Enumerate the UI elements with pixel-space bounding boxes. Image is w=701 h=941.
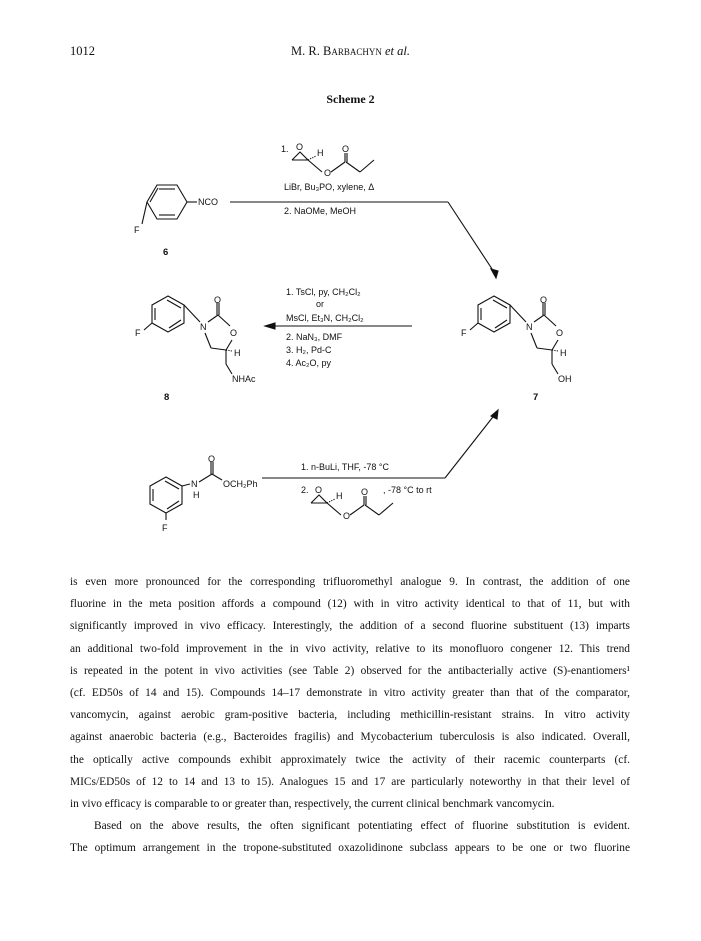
- svg-text:2. NaN₃, DMF: 2. NaN₃, DMF: [286, 332, 343, 342]
- svg-text:O: O: [296, 142, 304, 152]
- svg-text:H: H: [336, 491, 343, 501]
- svg-text:H: H: [560, 348, 567, 358]
- svg-text:4. Ac₂O, py: 4. Ac₂O, py: [286, 358, 332, 368]
- svg-text:, -78 °C to rt: , -78 °C to rt: [383, 485, 432, 495]
- text-line: in vivo efficacy is comparable to or greater than, respectively, the current clinical benchmark vancomycin.: [70, 798, 555, 811]
- svg-text:O: O: [230, 328, 238, 338]
- svg-text:O: O: [342, 144, 350, 154]
- text-line: (cf. ED50s of 14 and 15). Compounds 14–17 demonstrate in vitro activity greater than that of the comparator,: [70, 687, 630, 700]
- svg-text:H: H: [234, 348, 241, 358]
- carbamate-structure: [150, 454, 258, 533]
- top-step2: 2. NaOMe, MeOH: [284, 206, 357, 216]
- svg-text:O: O: [208, 454, 216, 464]
- paragraph-1: [70, 571, 630, 815]
- svg-text:1.: 1.: [281, 144, 289, 154]
- scheme-title: Scheme 2: [326, 92, 375, 106]
- middle-reagents: [265, 287, 412, 368]
- bottom-step1: 1. n-BuLi, THF, -78 °C: [301, 462, 389, 472]
- top-step1-conditions: LiBr, Bu₃PO, xylene, Δ: [284, 182, 375, 192]
- text-line: vancomycin, against aerobic gram-positive bacteria, including methicillin-resistant strains. In vitro activity: [70, 709, 630, 722]
- svg-text:NHAc: NHAc: [232, 374, 256, 384]
- svg-text:H: H: [193, 490, 200, 500]
- compound-6-number: 6: [163, 247, 169, 258]
- text-line: significantly improved in vivo efficacy. Interestingly, the addition of a second fluorine substituent (13) imparts: [70, 620, 630, 633]
- svg-text:N: N: [200, 322, 207, 332]
- svg-text:N: N: [191, 479, 198, 489]
- svg-text:O: O: [540, 295, 548, 305]
- glycidyl-butyrate-bottom: [301, 485, 432, 521]
- bottom-arrow-diagonal: [445, 413, 496, 478]
- svg-text:1. TsCl, py, CH₂Cl₂: 1. TsCl, py, CH₂Cl₂: [286, 287, 361, 297]
- svg-text:OH: OH: [558, 374, 572, 384]
- compound-8-structure: [135, 295, 256, 403]
- compound-7-structure: [461, 295, 572, 403]
- svg-text:N: N: [526, 322, 533, 332]
- text-line: Based on the above results, the often significant potentiating effect of fluorine substitution is evident.: [94, 820, 630, 833]
- text-line: The optimum arrangement in the tropone-substituted oxazolidinone subclass appears to be one or two fluorine: [70, 842, 630, 855]
- svg-text:O: O: [214, 295, 222, 305]
- svg-text:O: O: [324, 168, 332, 178]
- svg-text:O: O: [361, 487, 369, 497]
- top-arrow-head: [491, 269, 498, 278]
- text-line: is even more pronounced for the corresponding trifluoromethyl analogue 9. In contrast, the addition of one: [70, 576, 630, 588]
- compound-8-number: 8: [164, 392, 170, 403]
- compound-6-structure: [134, 185, 218, 258]
- svg-text:3. H₂, Pd-C: 3. H₂, Pd-C: [286, 345, 332, 355]
- page-number: 1012: [70, 44, 95, 58]
- top-arrow-diagonal: [448, 202, 496, 275]
- compound-7-number: 7: [533, 392, 539, 403]
- svg-text:O: O: [315, 485, 323, 495]
- text-line: MICs/ED50s of 12 to 14 and 13 to 15). Analogues 15 and 17 are particularly noteworthy in that their level of: [70, 775, 630, 788]
- text-line: an additional two-fold improvement in the in vivo activity, relative to its monofluoro congener 12. This trend: [70, 642, 630, 655]
- fluoro-label: F: [134, 225, 140, 235]
- svg-text:F: F: [461, 328, 467, 338]
- text-line: is repeated in the potent in vivo activities (see Table 2) observed for the antibacterially active (S)-enantiomers¹: [70, 664, 630, 677]
- nco-group-label: NCO: [198, 197, 218, 207]
- svg-text:2.: 2.: [301, 485, 309, 495]
- svg-text:O: O: [343, 511, 351, 521]
- text-line: against anaerobic bacteria (e.g., Bacteroides fragilis) and Mycobacterium tuberculosis is also indicated. Overall,: [70, 731, 630, 744]
- article-body: [70, 571, 630, 860]
- svg-text:F: F: [162, 523, 168, 533]
- svg-text:H: H: [317, 148, 324, 158]
- paragraph-2: [70, 815, 630, 859]
- svg-text:OCH₂Ph: OCH₂Ph: [223, 479, 258, 489]
- svg-text:MsCl, Et₃N, CH₂Cl₂: MsCl, Et₃N, CH₂Cl₂: [286, 313, 364, 323]
- middle-arrow-head: [265, 323, 275, 329]
- text-line: the optically active compounds exhibit approximately twice the activity of their racemic counterparts (cf.: [70, 753, 630, 766]
- svg-text:F: F: [135, 328, 141, 338]
- svg-text:or: or: [316, 299, 325, 309]
- text-line: fluorine in the meta position affords a compound (12) with in vitro activity identical to that of 11, but with: [70, 598, 630, 611]
- svg-text:O: O: [556, 328, 564, 338]
- glycidyl-butyrate-top: [281, 142, 374, 178]
- running-head: M. R. Barbachyn et al.: [291, 44, 410, 58]
